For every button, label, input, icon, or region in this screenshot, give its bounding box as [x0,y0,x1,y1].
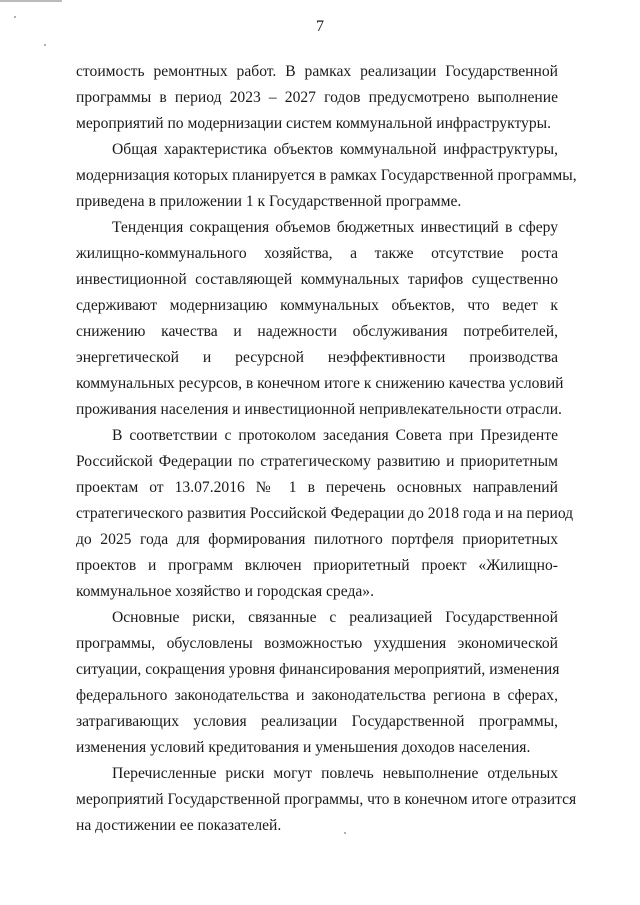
scan-edge-mark [0,0,62,2]
page-number: 7 [316,18,324,35]
text-line: инвестиционной составляющей коммунальных тарифов существенно [76,271,558,288]
text-line: коммунальное хозяйство и городская среда». [76,583,374,600]
document-body [76,59,577,839]
text-line: на достижении ее показателей. [76,817,282,834]
text-line: проектам от 13.07.2016 № 1 в перечень основных направлений [76,479,558,496]
text-line: программы, обусловлены возможностью ухудшения экономической [76,635,558,652]
text-line: затрагивающих условия реализации Государственной программы, [76,713,558,730]
text-line: стоимость ремонтных работ. В рамках реализации Государственной [76,63,558,80]
text-line: до 2025 года для формирования пилотного портфеля приоритетных [76,531,558,548]
text-line: проживания населения и инвестиционной непривлекательности отрасли. [76,401,562,418]
text-line: Общая характеристика объектов коммунальной инфраструктуры, [112,141,558,158]
text-line: проектов и программ включен приоритетный проект «Жилищно- [76,557,558,574]
text-line: модернизация которых планируется в рамках Государственной программы, [76,167,577,184]
text-line: ситуации, сокращения уровня финансирования мероприятий, изменения [76,661,560,678]
text-line: Российской Федерации по стратегическому развитию и приоритетным [76,453,558,470]
text-line: Перечисленные риски могут повлечь невыполнение отдельных [112,765,558,782]
text-line: жилищно-коммунального хозяйства, а также отсутствие роста [76,245,558,262]
text-line: федерального законодательства и законодательства региона в сферах, [76,687,558,704]
text-line: снижению качества и надежности обслуживания потребителей, [76,323,558,340]
scan-speck [44,44,46,46]
text-line: коммунальных ресурсов, в конечном итоге к снижению качества условий [76,375,564,392]
text-line: Основные риски, связанные с реализацией Государственной [112,609,558,626]
text-line: программы в период 2023 – 2027 годов предусмотрено выполнение [76,89,558,106]
text-line: приведена в приложении 1 к Государственной программе. [76,193,462,210]
text-line: Тенденция сокращения объемов бюджетных инвестиций в сферу [112,219,558,236]
text-line: стратегического развития Российской Федерации до 2018 года и на период [76,505,574,522]
text-line: изменения условий кредитования и уменьшения доходов населения. [76,739,531,756]
text-line: энергетической и ресурсной неэффективности производства [76,349,558,366]
text-line: В соответствии с протоколом заседания Совета при Президенте [112,427,558,444]
text-line: сдерживают модернизацию коммунальных объектов, что ведет к [76,297,558,314]
text-line: мероприятий Государственной программы, что в конечном итоге отразится [76,791,577,808]
text-line: мероприятий по модернизации систем коммунальной инфраструктуры. [76,115,552,132]
